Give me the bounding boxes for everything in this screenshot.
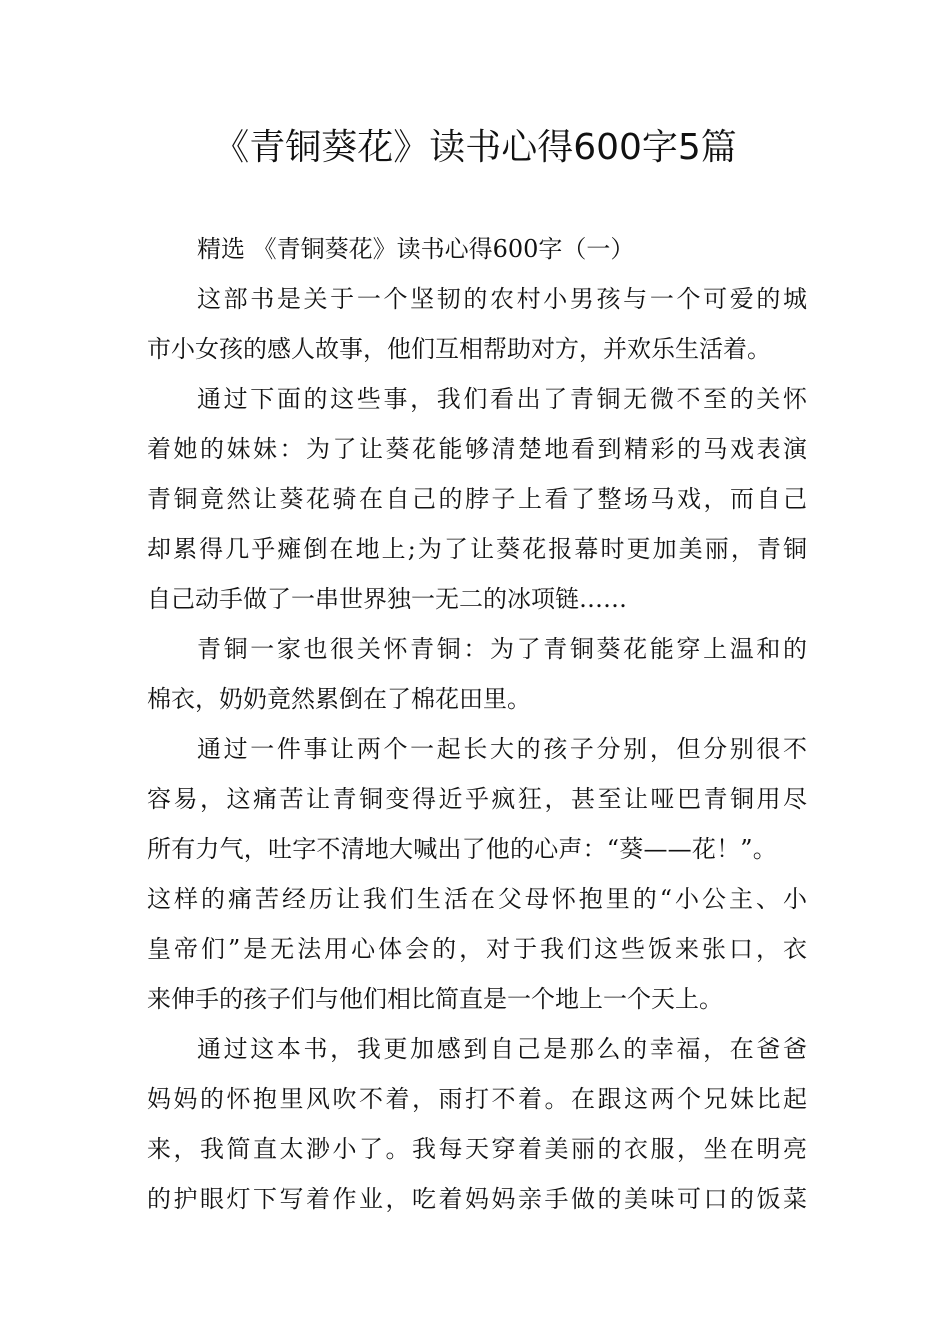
document-body <box>147 224 807 1224</box>
text-line: 皇帝们”是无法用心体会的，对于我们这些饭来张口，衣 <box>147 935 807 963</box>
text-line: 通过这本书，我更加感到自己是那么的幸福，在爸爸 <box>197 1035 807 1063</box>
section-heading: 精选 《青铜葵花》读书心得600字（一） <box>197 235 635 263</box>
text-line: 市小女孩的感人故事，他们互相帮助对方，并欢乐生活着。 <box>147 335 771 363</box>
text-line: 所有力气，吐字不清地大喊出了他的心声：“葵——花！”。 <box>147 835 777 863</box>
text-line: 来伸手的孩子们与他们相比简直是一个地上一个天上。 <box>147 985 723 1013</box>
text-line: 却累得几乎瘫倒在地上;为了让葵花报幕时更加美丽，青铜 <box>147 535 807 563</box>
text-line: 来，我简直太渺小了。我每天穿着美丽的衣服，坐在明亮 <box>147 1135 807 1163</box>
document-title: 《青铜葵花》读书心得600字5篇 <box>213 127 737 168</box>
text-line: 青铜一家也很关怀青铜：为了青铜葵花能穿上温和的 <box>197 635 807 663</box>
text-line: 容易，这痛苦让青铜变得近乎疯狂，甚至让哑巴青铜用尽 <box>147 785 807 813</box>
text-line: 通过一件事让两个一起长大的孩子分别，但分别很不 <box>197 735 807 763</box>
text-line: 青铜竟然让葵花骑在自己的脖子上看了整场马戏，而自己 <box>147 485 807 513</box>
text-line: 棉衣，奶奶竟然累倒在了棉花田里。 <box>147 685 531 713</box>
text-line: 自己动手做了一串世界独一无二的冰项链…… <box>147 585 627 613</box>
text-line: 的护眼灯下写着作业，吃着妈妈亲手做的美味可口的饭菜 <box>147 1185 807 1213</box>
text-line: 通过下面的这些事，我们看出了青铜无微不至的关怀 <box>197 385 807 413</box>
text-line: 着她的妹妹：为了让葵花能够清楚地看到精彩的马戏表演 <box>147 435 807 463</box>
text-line: 妈妈的怀抱里风吹不着，雨打不着。在跟这两个兄妹比起 <box>147 1085 807 1113</box>
text-line: 这样的痛苦经历让我们生活在父母怀抱里的“小公主、小 <box>147 885 807 913</box>
text-line: 这部书是关于一个坚韧的农村小男孩与一个可爱的城 <box>197 285 807 313</box>
